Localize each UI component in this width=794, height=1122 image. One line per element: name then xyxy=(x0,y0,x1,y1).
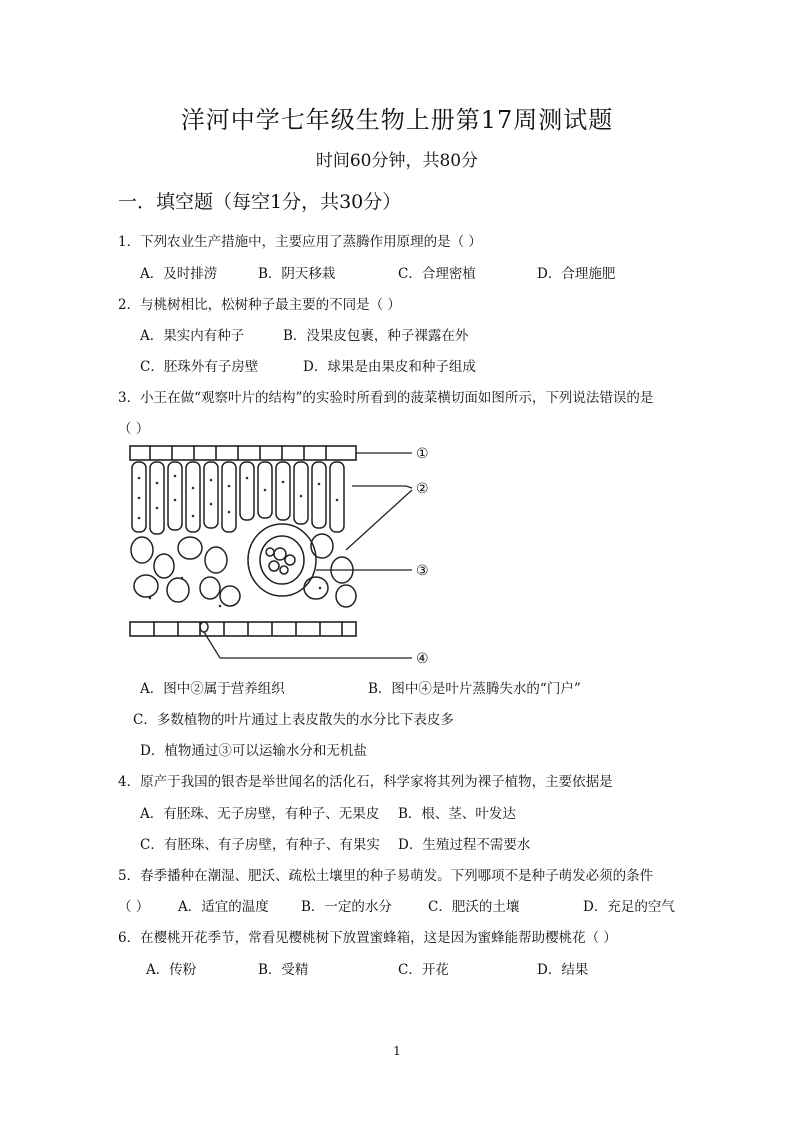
question-2-option-b: B．没果皮包裹，种子裸露在外 xyxy=(283,328,469,344)
question-4-stem: 4．原产于我国的银杏是举世闻名的活化石，科学家将其列为裸子植物，主要依据是 xyxy=(118,774,613,790)
palisade-tissue xyxy=(132,462,344,534)
stoma xyxy=(200,622,208,632)
figure-label-3: ③ xyxy=(416,563,429,579)
question-4-option-d: D．生殖过程不需要水 xyxy=(398,837,531,853)
question-2-option-c: C．胚珠外有子房壁 xyxy=(140,359,259,375)
section-heading: 一．填空题（每空1分，共30分） xyxy=(118,191,402,213)
question-1-option-a: A．及时排涝 xyxy=(140,266,218,282)
figure-labels xyxy=(416,446,429,667)
question-5-option-b: B．一定的水分 xyxy=(301,899,392,915)
leaf-vein xyxy=(248,524,316,596)
question-3-option-b: B．图中④是叶片蒸腾失水的“门户” xyxy=(368,681,581,697)
figure-label-4: ④ xyxy=(416,651,429,667)
question-6-option-b: B．受精 xyxy=(258,962,309,978)
question-4-option-a: A．有胚珠、无子房壁，有种子、无果皮 xyxy=(140,806,380,822)
question-5-option-a: A．适宜的温度 xyxy=(178,899,269,915)
page-title: 洋河中学七年级生物上册第17周测试题 xyxy=(180,106,614,134)
question-4-option-c: C．有胚珠、有子房壁，有种子、有果实 xyxy=(140,837,380,853)
question-1-stem: 1．下列农业生产措施中，主要应用了蒸腾作用原理的是（ ） xyxy=(118,234,482,250)
question-3-option-c: C．多数植物的叶片通过上表皮散失的水分比下表皮多 xyxy=(133,712,454,728)
question-3-option-d: D．植物通过③可以运输水分和无机盐 xyxy=(140,743,367,759)
question-6-option-c: C．开花 xyxy=(398,962,449,978)
upper-epidermis xyxy=(130,446,356,460)
question-5-option-d: D．充足的空气 xyxy=(583,899,675,915)
question-4-option-b: B．根、茎、叶发达 xyxy=(398,806,516,822)
page-number: 1 xyxy=(393,1044,401,1058)
question-1-option-c: C．合理密植 xyxy=(398,266,476,282)
question-5-stem: 5．春季播种在潮湿、肥沃、疏松土壤里的种子易萌发。下列哪项不是种子萌发必须的条件 xyxy=(118,868,654,884)
question-2-stem: 2．与桃树相比，松树种子最主要的不同是（ ） xyxy=(118,297,401,313)
question-6-stem: 6．在樱桃开花季节，常看见樱桃树下放置蜜蜂箱，这是因为蜜蜂能帮助樱桃花（ ） xyxy=(118,930,617,946)
question-2-option-d: D．球果是由果皮和种子组成 xyxy=(303,359,476,375)
question-1-option-d: D．合理施肥 xyxy=(537,266,616,282)
question-1-option-b: B．阴天移栽 xyxy=(258,266,336,282)
question-3-stem-line2: （ ） xyxy=(118,421,150,437)
question-3-option-a: A．图中②属于营养组织 xyxy=(140,681,285,697)
question-6-option-d: D．结果 xyxy=(537,962,589,978)
question-5-option-c: C．肥沃的土壤 xyxy=(428,899,520,915)
question-5-answer-bracket: （ ） xyxy=(118,899,150,915)
question-2-option-a: A．果实内有种子 xyxy=(140,328,245,344)
figure-label-2: ② xyxy=(416,481,429,497)
lower-epidermis xyxy=(130,622,356,636)
question-6-option-a: A．传粉 xyxy=(146,962,197,978)
question-3-stem-line1: 3．小王在做“观察叶片的结构”的实验时所看到的菠菜横切面如图所示，下列说法错误的是 xyxy=(118,390,654,406)
leaf-cross-section-figure xyxy=(120,438,450,670)
page-subtitle: 时间60分钟，共80分 xyxy=(315,151,479,171)
figure-label-1: ① xyxy=(416,446,429,462)
